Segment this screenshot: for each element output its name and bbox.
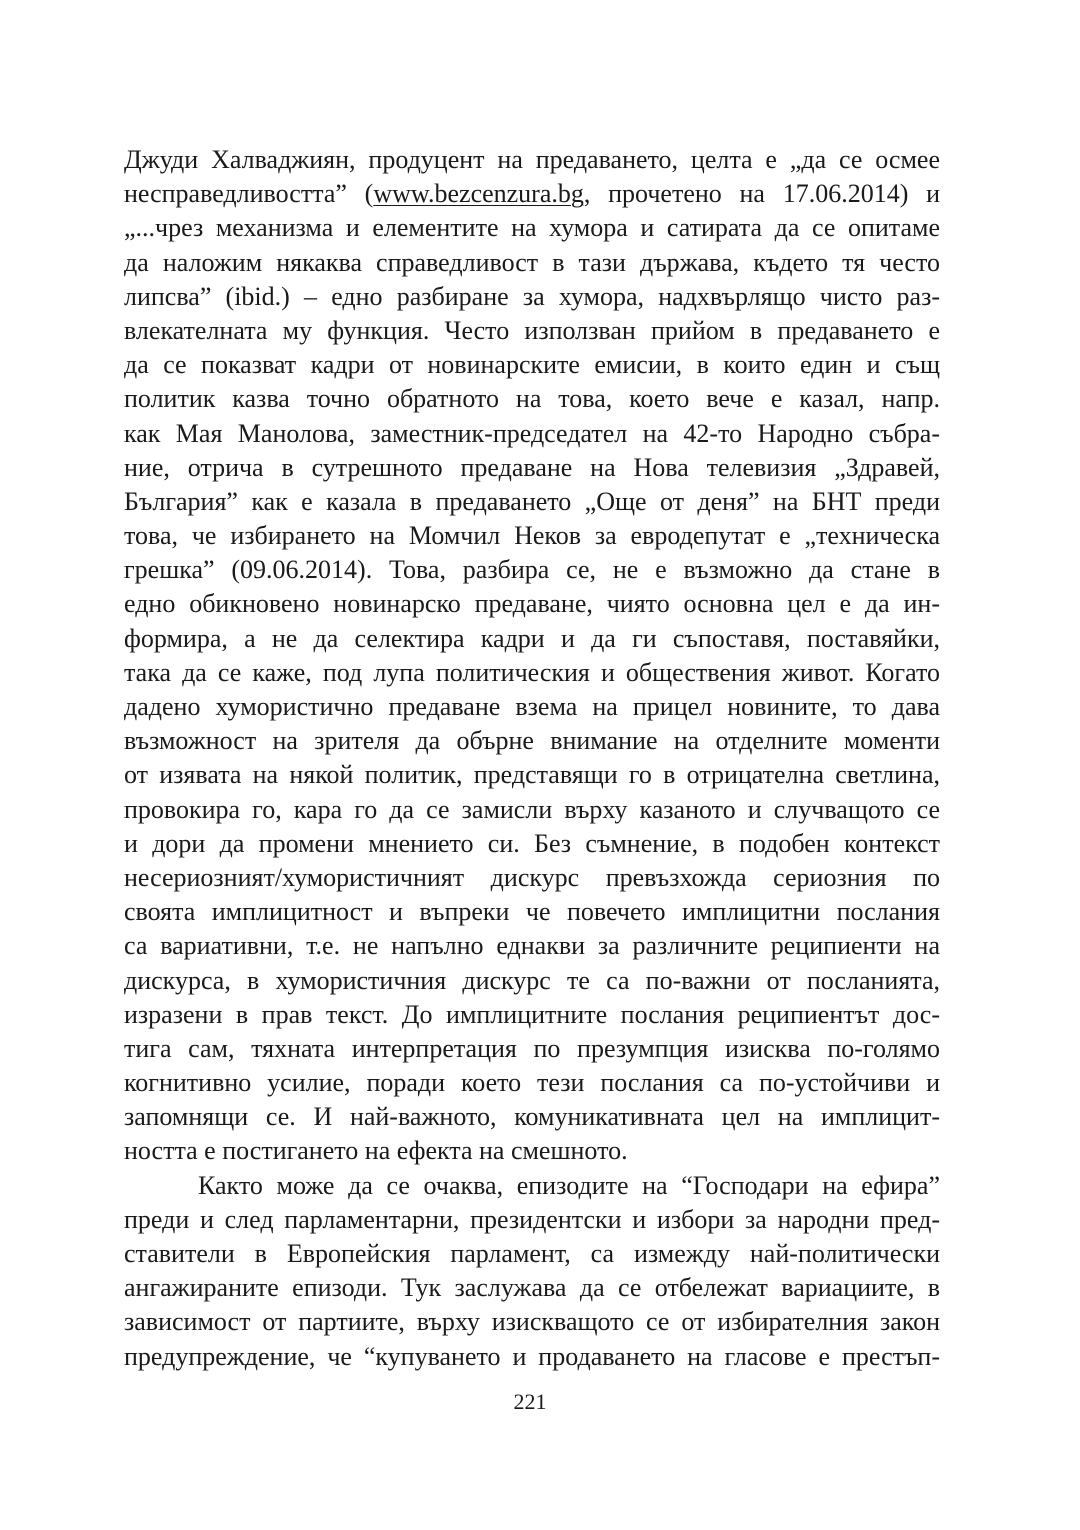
text-line: са вариативни, т.е. не напълно еднакви за различните реципиенти на bbox=[124, 931, 940, 961]
text-line: ангажираните епизоди. Тук заслужава да се отбележат вариациите, в bbox=[124, 1273, 940, 1303]
text-line: това, че избирането на Момчил Неков за евродепутат е „техническа bbox=[124, 521, 940, 551]
text-line: зависимост от партиите, върху изискващото се от избирателния закон bbox=[124, 1307, 940, 1337]
bezcenzura-link[interactable]: www.bezcenzura.bg bbox=[373, 179, 584, 209]
paragraph-end-line: ността е постигането на ефекта на смешното. bbox=[124, 1136, 628, 1166]
text-line: Джуди Халваджиян, продуцент на предаването, целта е „да се осмее bbox=[124, 145, 940, 174]
text-line: грешка” (09.06.2014). Това, разбира се, не е възможно да стане в bbox=[124, 555, 940, 585]
text-line: формира, а не да селектира кадри и да ги съпоставя, поставяйки, bbox=[124, 623, 940, 653]
text-line: ние, отрича в сутрешното предаване на Нова телевизия „Здравей, bbox=[124, 452, 940, 482]
text-line: влекателната му функция. Често използван прийом в предаването е bbox=[124, 315, 940, 345]
text-line: тига сам, тяхната интерпретация по презумпция изисква по-голямо bbox=[124, 1033, 940, 1063]
text-segment: , прочетено на 17.06.2014) и bbox=[583, 179, 941, 209]
text-line: липсва” (ibid.) – едно разбиране за хумора, надхвърлящо чисто раз- bbox=[124, 281, 940, 311]
text-line: несериозният/хумористичният дискурс превъзхожда сериозния по bbox=[124, 862, 940, 892]
text-line: едно обикновено новинарско предаване, чиято основна цел е да ин- bbox=[124, 589, 940, 619]
text-line: преди и след парламентарни, президентски и избори за народни пред- bbox=[124, 1204, 940, 1234]
text-line: от изявата на някой политик, представящи го в отрицателна светлина, bbox=[124, 760, 940, 790]
text-line: когнитивно усилие, поради което тези послания са по-устойчиви и bbox=[124, 1068, 940, 1098]
paragraph-start-line: Както може да се очаква, епизодите на “Господари на ефира” bbox=[198, 1170, 940, 1200]
text-line: изразени в прав текст. До имплицитните послания реципиентът дос- bbox=[124, 999, 940, 1029]
text-line: провокира го, кара го да се замисли върху казаното и случващото се bbox=[124, 794, 940, 824]
page-number: 221 bbox=[513, 1389, 547, 1414]
text-line: дадено хумористично предаване взема на прицел новините, то дава bbox=[124, 692, 940, 721]
text-line: дискурса, в хумористичния дискурс те са по-важни от посланията, bbox=[124, 965, 940, 995]
text-line: да се показват кадри от новинарските емисии, в които един и същ bbox=[124, 350, 940, 380]
text-line: така да се каже, под лупа политическия и обществения живот. Когато bbox=[124, 657, 940, 687]
text-line: „...чрез механизма и елементите на хумора и сатирата да се опитаме bbox=[124, 213, 940, 243]
text-line bbox=[124, 177, 940, 211]
text-line: и дори да промени мнението си. Без съмнение, в подобен контекст bbox=[124, 828, 940, 858]
text-line: политик казва точно обратното на това, което вече е казал, напр. bbox=[124, 384, 940, 414]
text-line: предупреждение, че “купуването и продаването на гласове е престъп- bbox=[124, 1341, 940, 1371]
text-line: своята имплицитност и въпреки че повечето имплицитни послания bbox=[124, 897, 940, 927]
text-line: запомнящи се. И най-важното, комуникативната цел на имплицит- bbox=[124, 1102, 940, 1132]
body-text bbox=[124, 143, 940, 1374]
text-segment: несправедливостта” ( bbox=[124, 179, 374, 209]
text-line: България” как е казала в предаването „Още от деня” на БНТ преди bbox=[124, 486, 940, 516]
text-line: да наложим някаква справедливост в тази държава, където тя често bbox=[124, 247, 940, 277]
text-line: възможност на зрителя да обърне внимание на отделните моменти bbox=[124, 726, 940, 756]
text-line: ставители в Европейския парламент, са измежду най-политически bbox=[124, 1239, 940, 1268]
text-line: как Мая Манолова, заместник-председател на 42-то Народно събра- bbox=[124, 418, 940, 448]
